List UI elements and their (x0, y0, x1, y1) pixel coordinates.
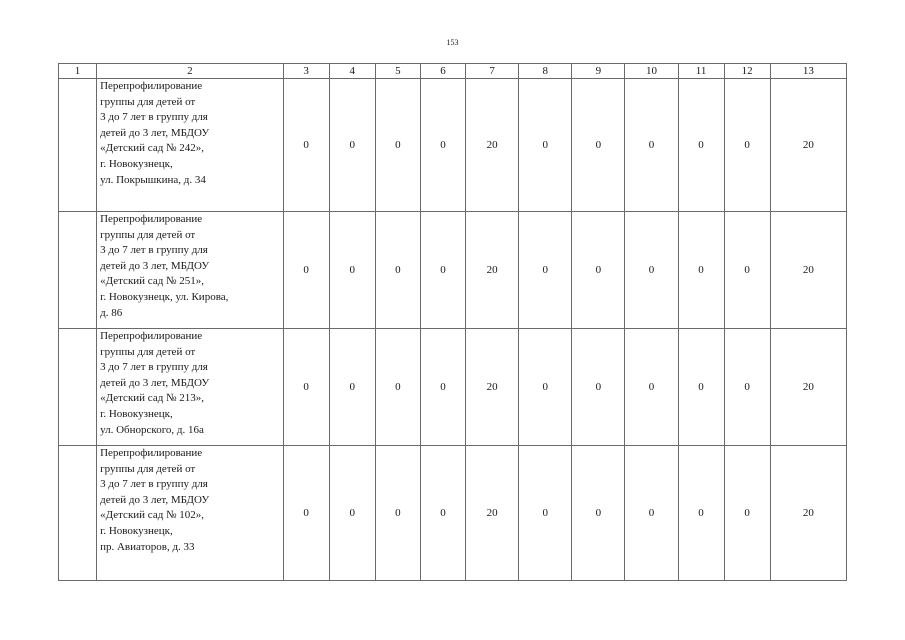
header-row (59, 64, 847, 79)
value-cell-col-12: 0 (724, 329, 770, 446)
table-row (59, 79, 847, 212)
description-line: г. Новокузнецк, (100, 157, 173, 170)
description-line: г. Новокузнецк, ул. Кирова, (100, 290, 229, 303)
description-line: ул. Обнорского, д. 16а (100, 423, 204, 436)
value-cell-col-11: 0 (678, 329, 724, 446)
value-cell-col-5: 0 (375, 212, 420, 329)
value-cell-col-12: 0 (724, 446, 770, 581)
description-line: детей до 3 лет, МБДОУ (100, 376, 210, 389)
description-line: «Детский сад № 242», (100, 142, 205, 155)
description-line: «Детский сад № 213», (100, 392, 205, 405)
column-header-10: 10 (625, 64, 678, 79)
value-cell-col-5: 0 (375, 79, 420, 212)
description-line: Перепрофилирование (100, 330, 203, 342)
description-line: «Детский сад № 102», (100, 509, 205, 522)
value-cell-col-7: 20 (466, 329, 519, 446)
value-cell-col-9: 0 (572, 79, 625, 212)
value-cell-col-10: 0 (625, 79, 678, 212)
value-cell-col-10: 0 (625, 329, 678, 446)
value-cell-col-9: 0 (572, 446, 625, 581)
description-line: группы для детей от (100, 95, 196, 108)
value-cell-col-5: 0 (375, 446, 420, 581)
description-line: пр. Авиаторов, д. 33 (100, 540, 195, 553)
row-number-cell (59, 446, 97, 581)
value-cell-col-9: 0 (572, 212, 625, 329)
description-line: Перепрофилирование (100, 447, 203, 459)
description-cell (97, 212, 283, 329)
description-line: Перепрофилирование (100, 80, 203, 92)
column-header-1: 1 (59, 64, 97, 79)
description-cell (97, 446, 283, 581)
table-row (59, 446, 847, 581)
column-header-9: 9 (572, 64, 625, 79)
value-cell-col-4: 0 (329, 329, 375, 446)
value-cell-col-7: 20 (466, 212, 519, 329)
value-cell-col-11: 0 (678, 79, 724, 212)
value-cell-col-6: 0 (420, 212, 465, 329)
value-cell-col-3: 0 (283, 79, 329, 212)
value-cell-col-10: 0 (625, 212, 678, 329)
value-cell-col-8: 0 (519, 212, 572, 329)
value-cell-col-8: 0 (519, 329, 572, 446)
table-row (59, 212, 847, 329)
description-line: ул. Покрышкина, д. 34 (100, 173, 206, 186)
value-cell-col-12: 0 (724, 212, 770, 329)
value-cell-col-13: 20 (770, 79, 846, 212)
column-header-8: 8 (519, 64, 572, 79)
value-cell-col-11: 0 (678, 212, 724, 329)
column-header-11: 11 (678, 64, 724, 79)
description-line: «Детский сад № 251», (100, 275, 205, 288)
column-header-13: 13 (770, 64, 846, 79)
description-line: детей до 3 лет, МБДОУ (100, 493, 210, 506)
description-line: г. Новокузнецк, (100, 524, 173, 537)
value-cell-col-4: 0 (329, 446, 375, 581)
description-line: г. Новокузнецк, (100, 407, 173, 420)
description-line: 3 до 7 лет в группу для (100, 244, 208, 257)
value-cell-col-7: 20 (466, 446, 519, 581)
value-cell-col-6: 0 (420, 329, 465, 446)
value-cell-col-13: 20 (770, 446, 846, 581)
description-cell (97, 79, 283, 212)
value-cell-col-8: 0 (519, 79, 572, 212)
value-cell-col-3: 0 (283, 212, 329, 329)
description-line: Перепрофилирование (100, 213, 203, 225)
column-header-3: 3 (283, 64, 329, 79)
description-line: группы для детей от (100, 228, 196, 241)
description-line: детей до 3 лет, МБДОУ (100, 259, 210, 272)
value-cell-col-4: 0 (329, 79, 375, 212)
description-line: детей до 3 лет, МБДОУ (100, 126, 210, 139)
row-number-cell (59, 212, 97, 329)
column-header-6: 6 (420, 64, 465, 79)
row-number-cell (59, 79, 97, 212)
table-body (59, 79, 847, 581)
data-table (58, 63, 847, 581)
column-header-12: 12 (724, 64, 770, 79)
description-line: группы для детей от (100, 345, 196, 358)
description-line: группы для детей от (100, 462, 196, 475)
value-cell-col-6: 0 (420, 79, 465, 212)
description-line: д. 86 (100, 306, 123, 319)
value-cell-col-9: 0 (572, 329, 625, 446)
column-header-4: 4 (329, 64, 375, 79)
description-line: 3 до 7 лет в группу для (100, 361, 208, 374)
column-header-5: 5 (375, 64, 420, 79)
value-cell-col-13: 20 (770, 329, 846, 446)
value-cell-col-7: 20 (466, 79, 519, 212)
value-cell-col-11: 0 (678, 446, 724, 581)
description-cell (97, 329, 283, 446)
value-cell-col-8: 0 (519, 446, 572, 581)
value-cell-col-3: 0 (283, 329, 329, 446)
table-row (59, 329, 847, 446)
value-cell-col-13: 20 (770, 212, 846, 329)
description-line: 3 до 7 лет в группу для (100, 111, 208, 124)
value-cell-col-4: 0 (329, 212, 375, 329)
value-cell-col-5: 0 (375, 329, 420, 446)
value-cell-col-12: 0 (724, 79, 770, 212)
column-header-7: 7 (466, 64, 519, 79)
column-header-2: 2 (97, 64, 283, 79)
value-cell-col-10: 0 (625, 446, 678, 581)
table-header (59, 64, 847, 79)
value-cell-col-6: 0 (420, 446, 465, 581)
description-line: 3 до 7 лет в группу для (100, 478, 208, 491)
value-cell-col-3: 0 (283, 446, 329, 581)
page-number: 153 (446, 38, 459, 47)
row-number-cell (59, 329, 97, 446)
